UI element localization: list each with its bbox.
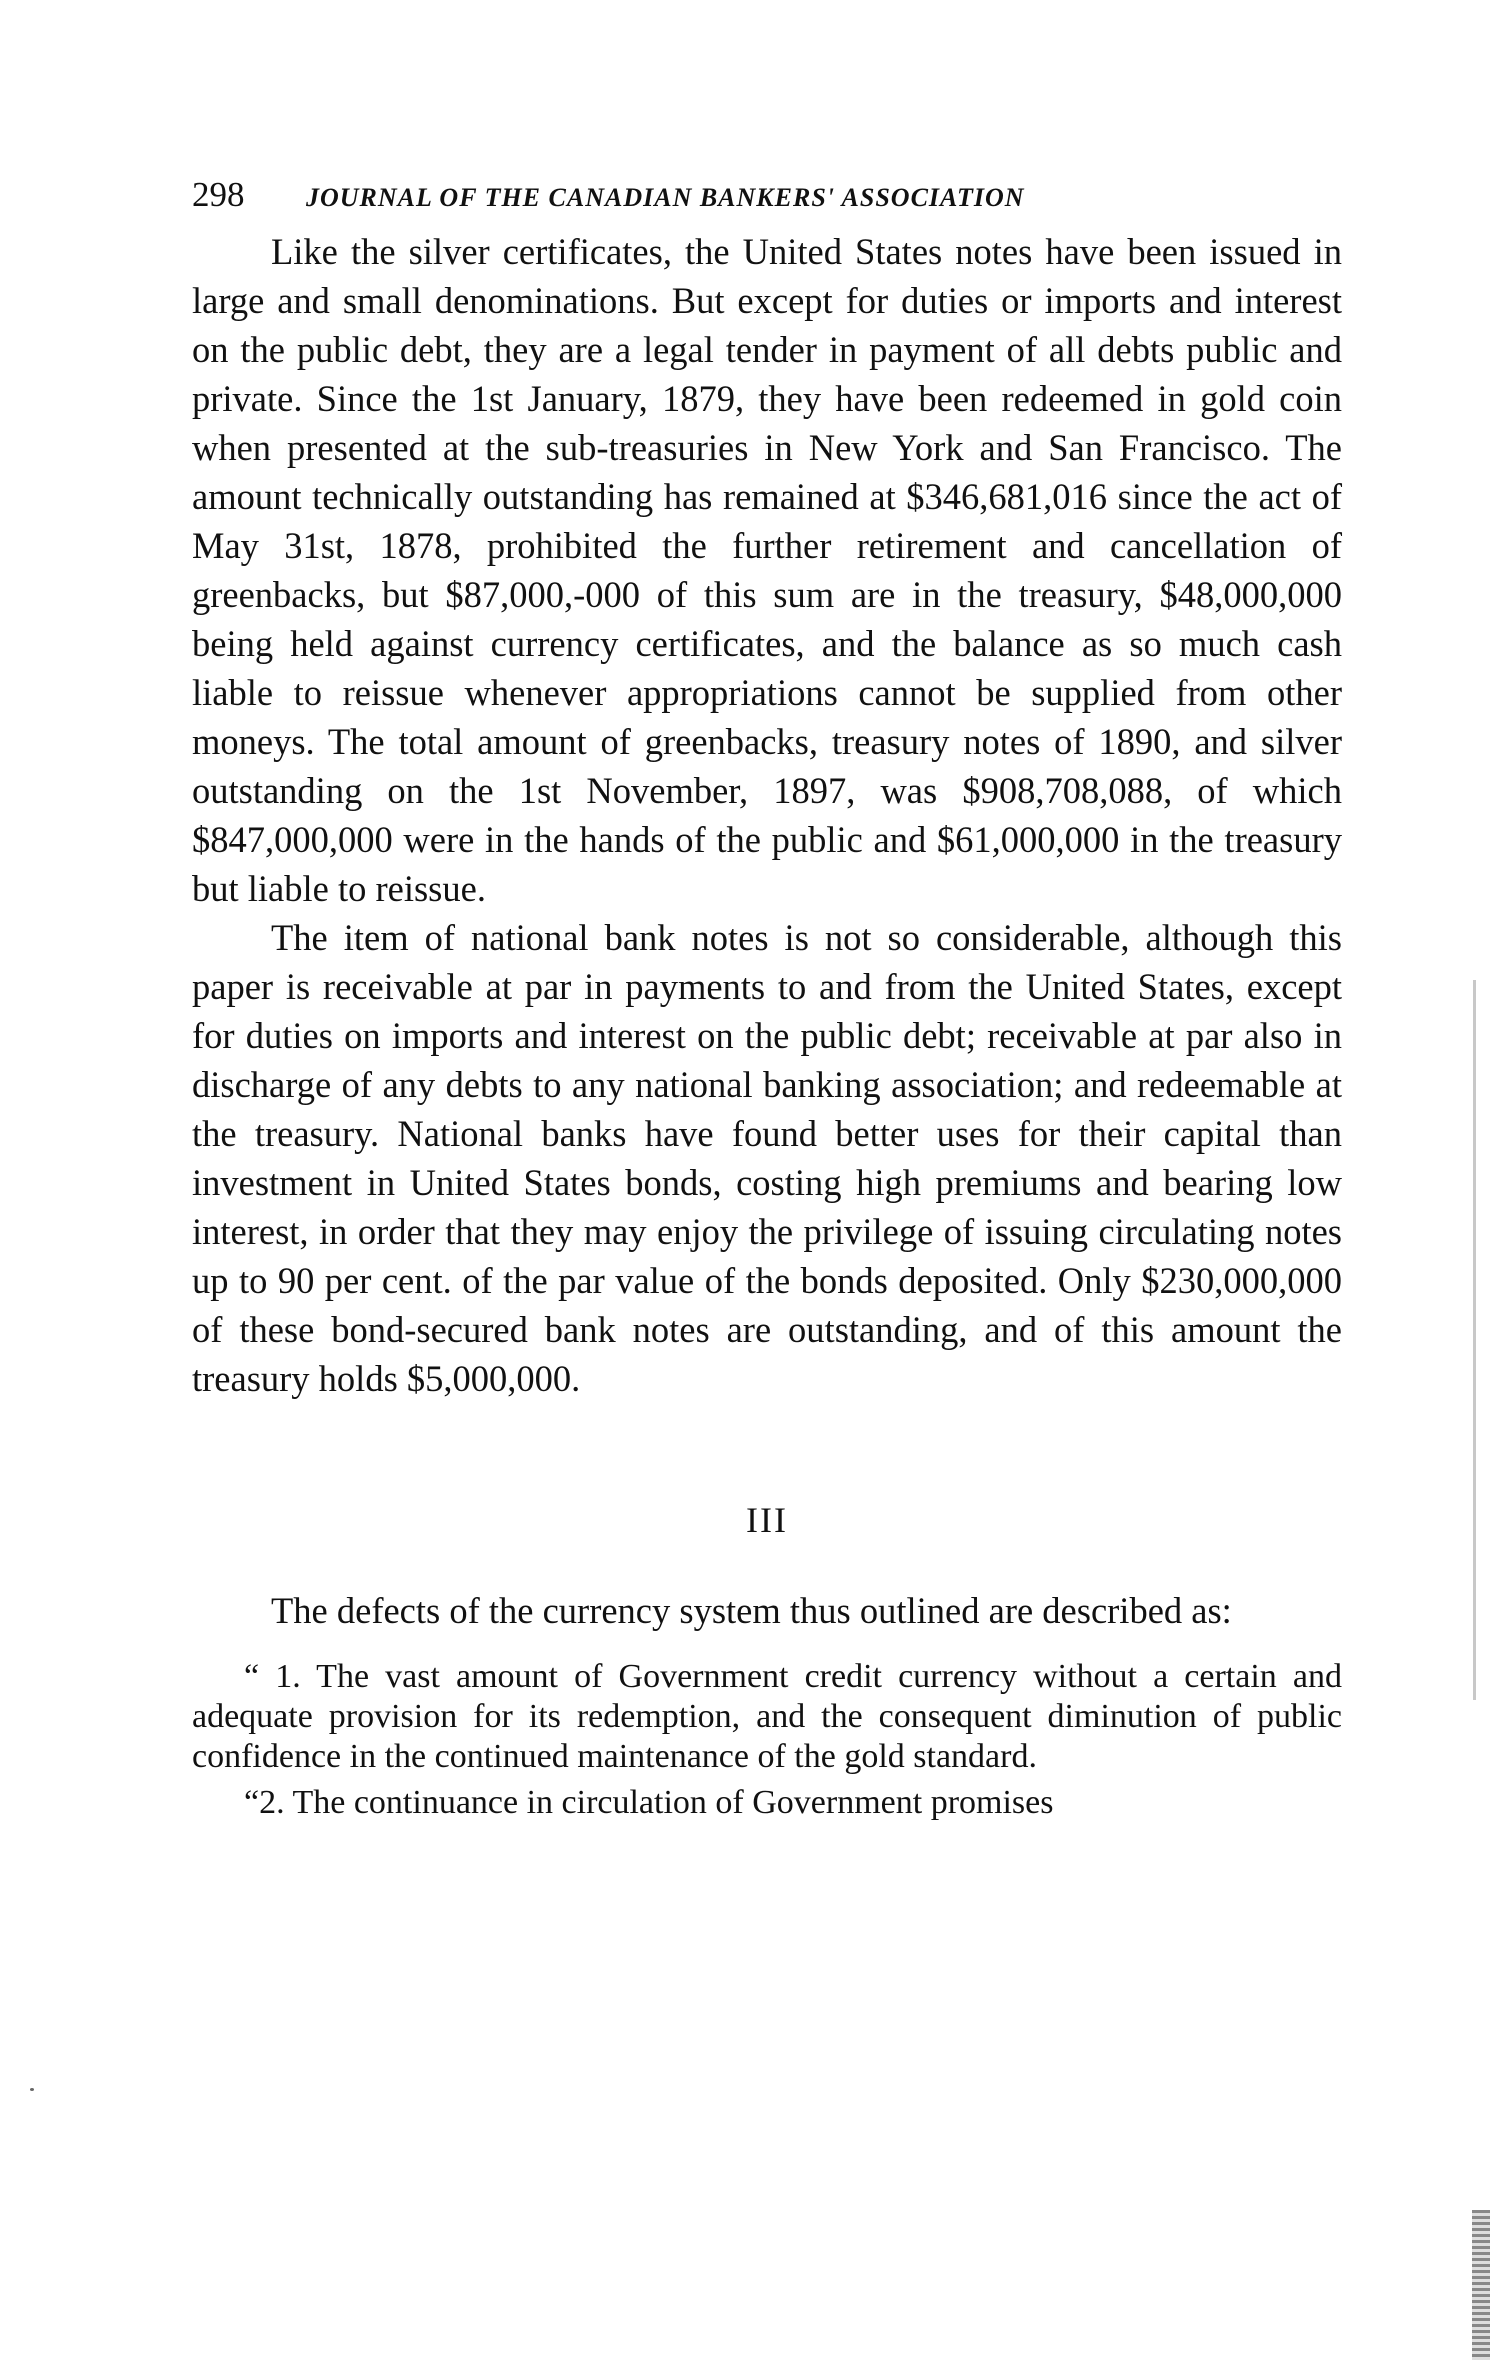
paragraph-united-states-notes: Like the silver certificates, the United States notes have been issued in large and small denominations. But except for duties or imports and interest on the public debt, they are a legal tender in payment of all debts public and private. Since the 1st January, 1879, they have been redeemed in gold coin when presented at the sub-treasuries in New York and San Francisco. The amount technically outstanding has remained at $346,681,016 since the act of May 31st, 1878, prohibited the further retirement and cancellation of greenbacks, but $87,000,-000 of this sum are in the treasury, $48,000,000 being held against currency certificates, and the balance as so much cash liable to reissue whenever appropriations cannot be supplied from other moneys. The total amount of greenbacks, treasury notes of 1890, and silver outstanding on the 1st November, 1897, was $908,708,088, of which $847,000,000 were in the hands of the public and $61,000,000 in the treasury but liable to reissue. <box>192 231 1342 909</box>
scan-edge-binding <box>1472 2210 1490 2360</box>
journal-title: JOURNAL OF THE CANADIAN BANKERS' ASSOCIATION <box>306 183 1025 212</box>
scan-speck <box>30 2088 34 2091</box>
quote-item-1: “ 1. The vast amount of Government credit currency without a certain and adequate provision for its redemption, and the consequent diminution of public confidence in the continued maintenance of the gold standard. <box>192 1658 1342 1775</box>
document-page <box>192 175 1342 1823</box>
paragraph-national-bank-notes: The item of national bank notes is not so considerable, although this paper is receivable at par in payments to and from the United States, except for duties on imports and interest on the public debt; receivable at par also in discharge of any debts to any national banking association; and redeemable at the treasury. National banks have found better uses for their capital than investment in United States bonds, costing high premiums and bearing low interest, in order that they may enjoy the privilege of issuing circulating notes up to 90 per cent. of the par value of the bonds deposited. Only $230,000,000 of these bond-secured bank notes are outstanding, and of this amount the treasury holds $5,000,000. <box>192 917 1342 1399</box>
section-heading: III <box>746 1500 788 1540</box>
scan-edge-shadow <box>1473 980 1476 1700</box>
page-number: 298 <box>192 175 245 214</box>
quote-item-2: “2. The continuance in circulation of Government promises <box>244 1784 1054 1821</box>
running-head <box>192 175 1342 227</box>
section-intro: The defects of the currency system thus outlined are described as: <box>271 1590 1232 1631</box>
